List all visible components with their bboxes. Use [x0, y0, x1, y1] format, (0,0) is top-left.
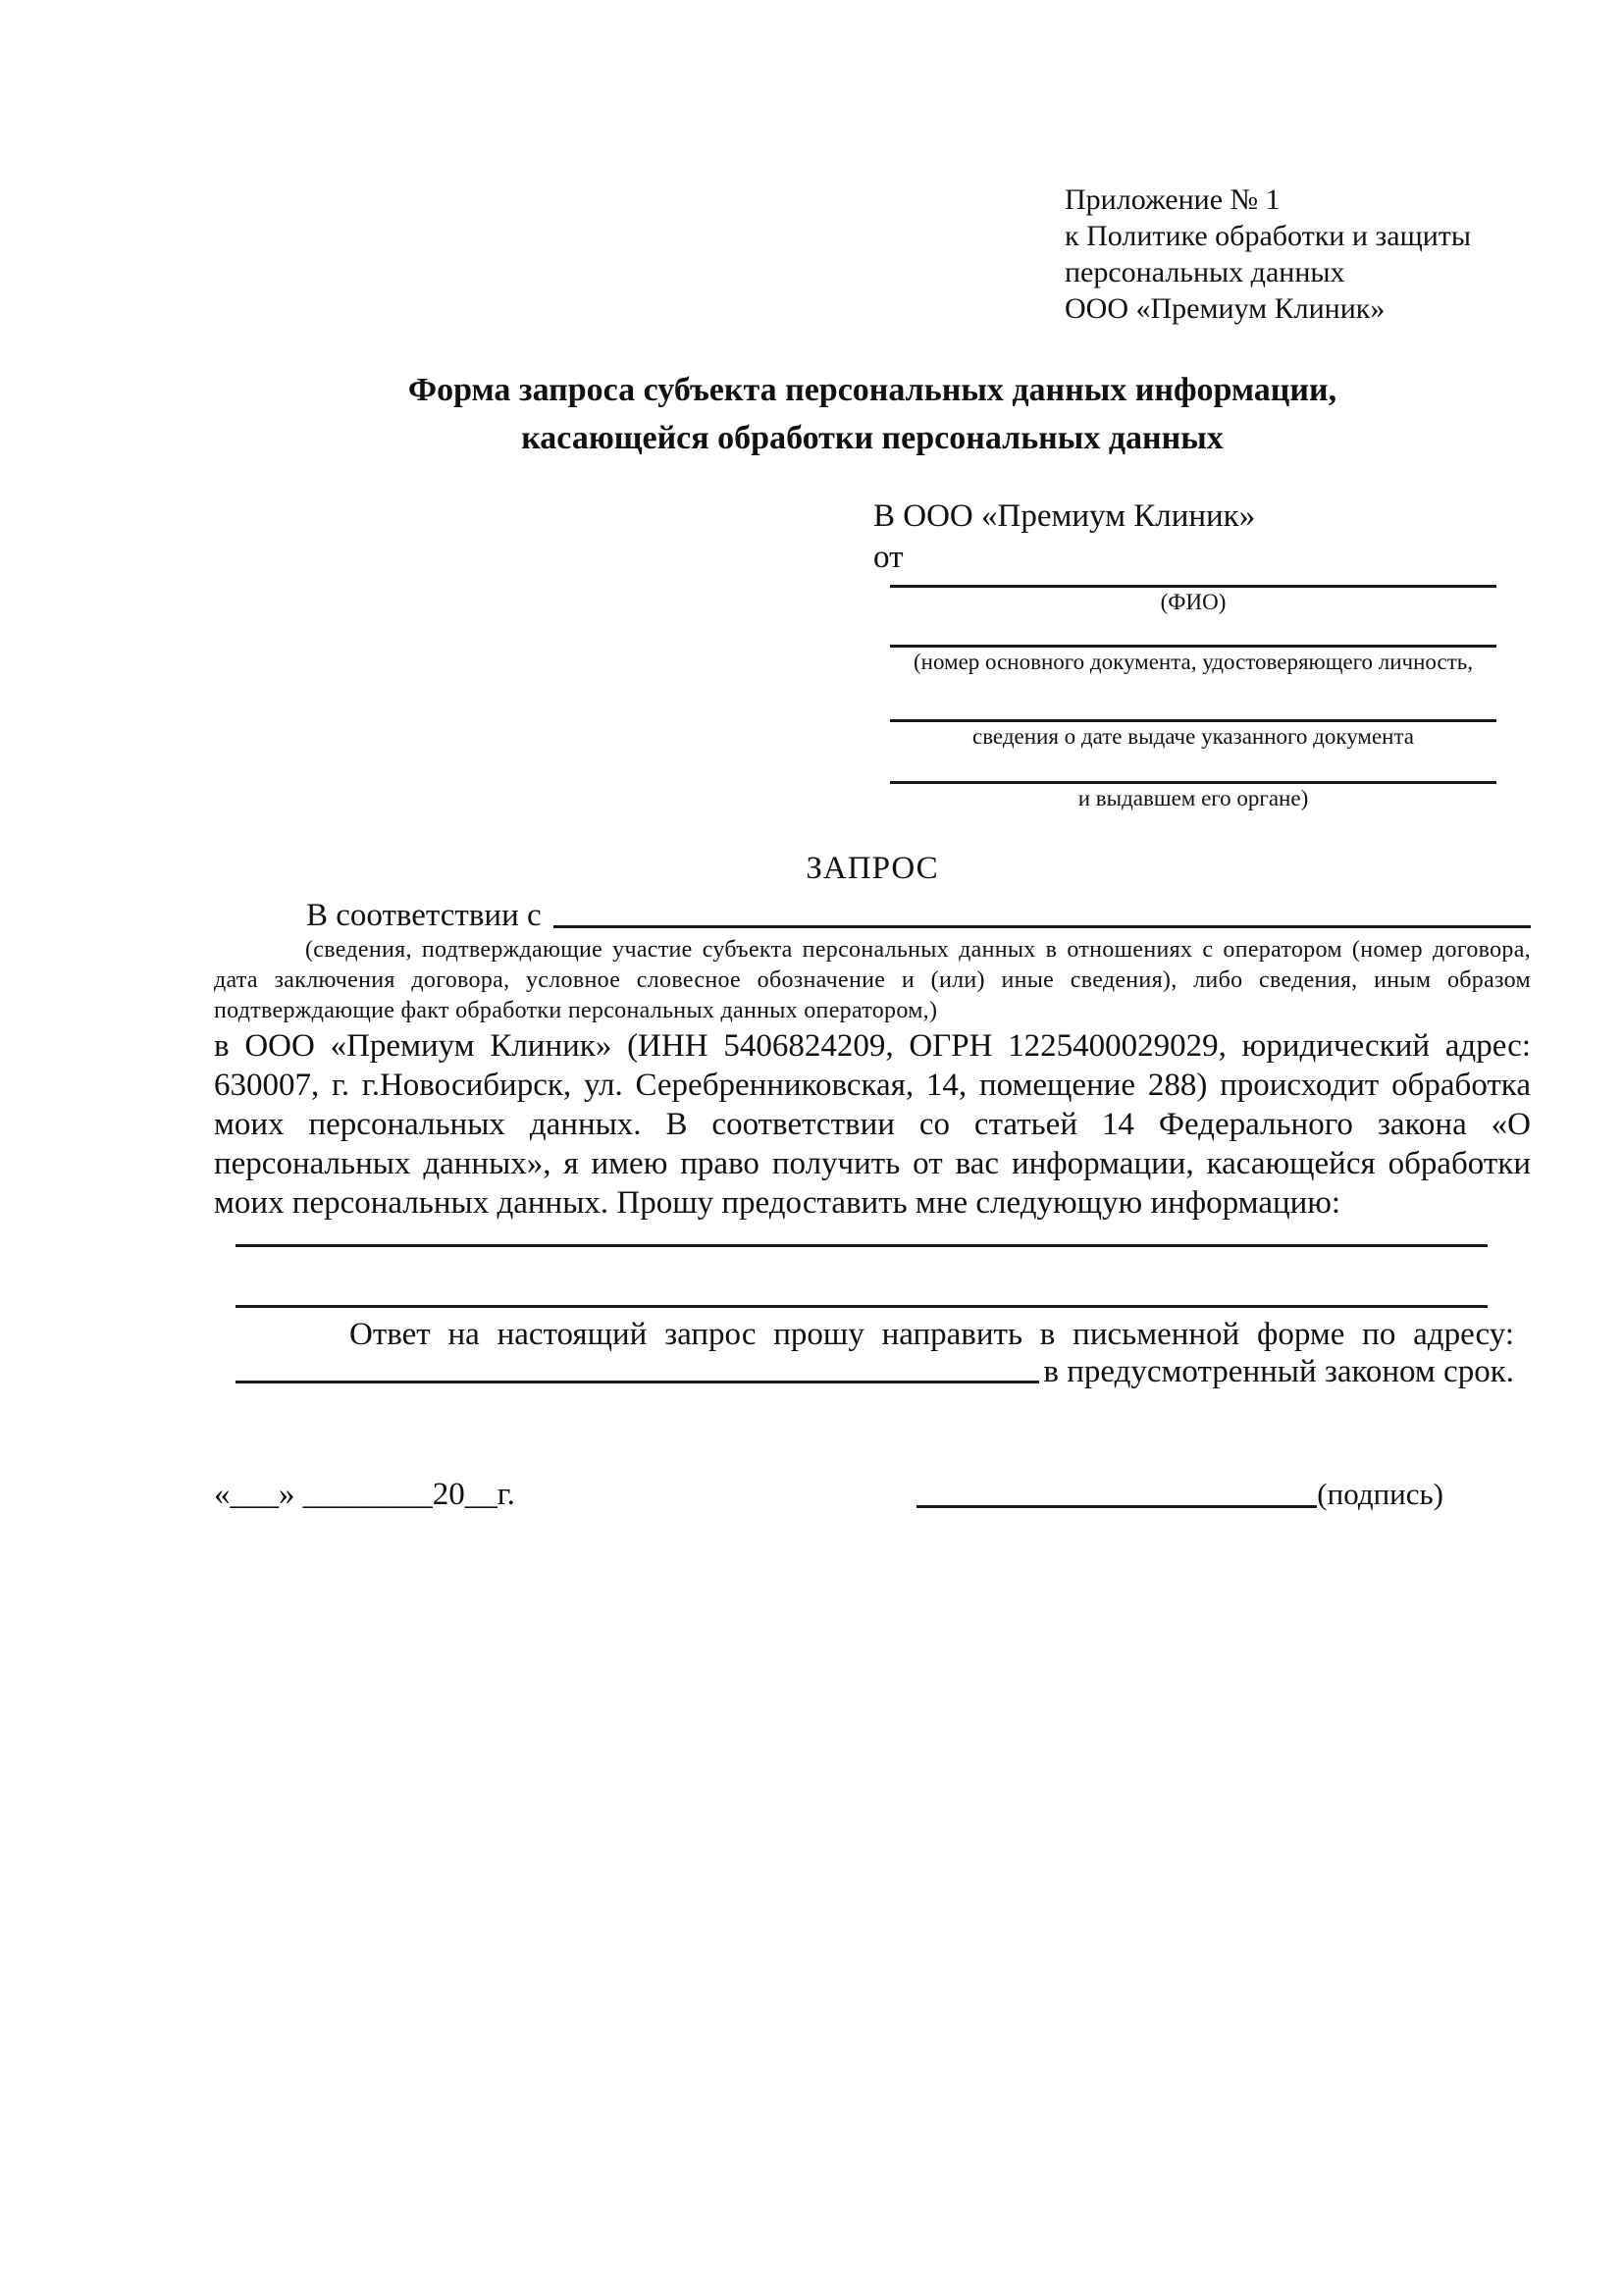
signature-block: [916, 1473, 1443, 1516]
answer-paragraph: [236, 1316, 1531, 1390]
appendix-block: [1065, 182, 1531, 327]
page-title: [214, 366, 1531, 462]
field-issue-date: [873, 719, 1496, 752]
appendix-line: персональных данных: [1065, 256, 1345, 288]
signature-caption: (подпись): [1317, 1477, 1443, 1511]
appendix-line: ООО «Премиум Клиник»: [1065, 292, 1386, 325]
appendix-line: Приложение № 1: [1065, 183, 1281, 216]
request-heading: ЗАПРОС: [806, 851, 939, 886]
issue-date-caption: сведения о дате выдаче указанного документа: [971, 724, 1415, 749]
address-input-line[interactable]: [236, 1353, 1039, 1383]
page-title-line: Форма запроса субъекта персональных данных информации,: [407, 372, 1337, 408]
intro-prefix: В соответствии с: [306, 898, 542, 933]
addressee-from-label: от: [873, 540, 904, 575]
page-title-line: касающейся обработки персональных данных: [521, 420, 1224, 456]
addressee-block: [873, 496, 1496, 813]
date-line: «___» ________20__г.: [214, 1477, 515, 1512]
footer-row: [214, 1473, 1531, 1516]
field-issuing-authority: [873, 781, 1496, 813]
answer-text: Ответ на настоящий запрос прошу направить в письменной форме по адресу:: [349, 1317, 1514, 1352]
document-number-caption: (номер основного документа, удостоверяющего личность,: [913, 650, 1473, 674]
appendix-line: к Политике обработки и защиты: [1065, 220, 1472, 252]
answer-address-row: [236, 1353, 1514, 1390]
field-fio: [873, 585, 1496, 617]
request-body: в ООО «Премиум Клиник» (ИНН 5406824209, ОГРН 1225400029029, юридический адрес: 630007, г. г.Новосибирск, ул. Серебренниковская, 14, помещение 288) происходит обработка моих персональных данных. В соответствии со статьей 14 Федерального закона «О персональных данных», я имею право получить от вас информации, касающейся обработки моих персональных данных. Прошу предоставить мне следующую информацию:: [214, 1028, 1531, 1221]
signature-input-line[interactable]: [916, 1505, 1317, 1508]
issuing-authority-caption: и выдавшем его органе): [1077, 786, 1309, 810]
field-document-number: [873, 645, 1496, 677]
intro-line: [214, 896, 1531, 935]
fio-caption: (ФИО): [1160, 590, 1227, 614]
intro-footnote: (сведения, подтверждающие участие субъекта персональных данных в отношениях с оператором (номер договора, дата заключения договора, условное словесное обозначение и (или) иные сведения), либо сведения, иным образом подтверждающие факт обработки персональных данных оператором,): [214, 937, 1531, 1023]
basis-input-line[interactable]: [553, 896, 1531, 928]
addressee-to: В ООО «Премиум Клиник»: [873, 498, 1256, 534]
info-input-line-2[interactable]: [236, 1247, 1488, 1308]
info-input-line-1[interactable]: [236, 1223, 1488, 1247]
answer-suffix: в предусмотренный законом срок.: [1043, 1354, 1514, 1389]
